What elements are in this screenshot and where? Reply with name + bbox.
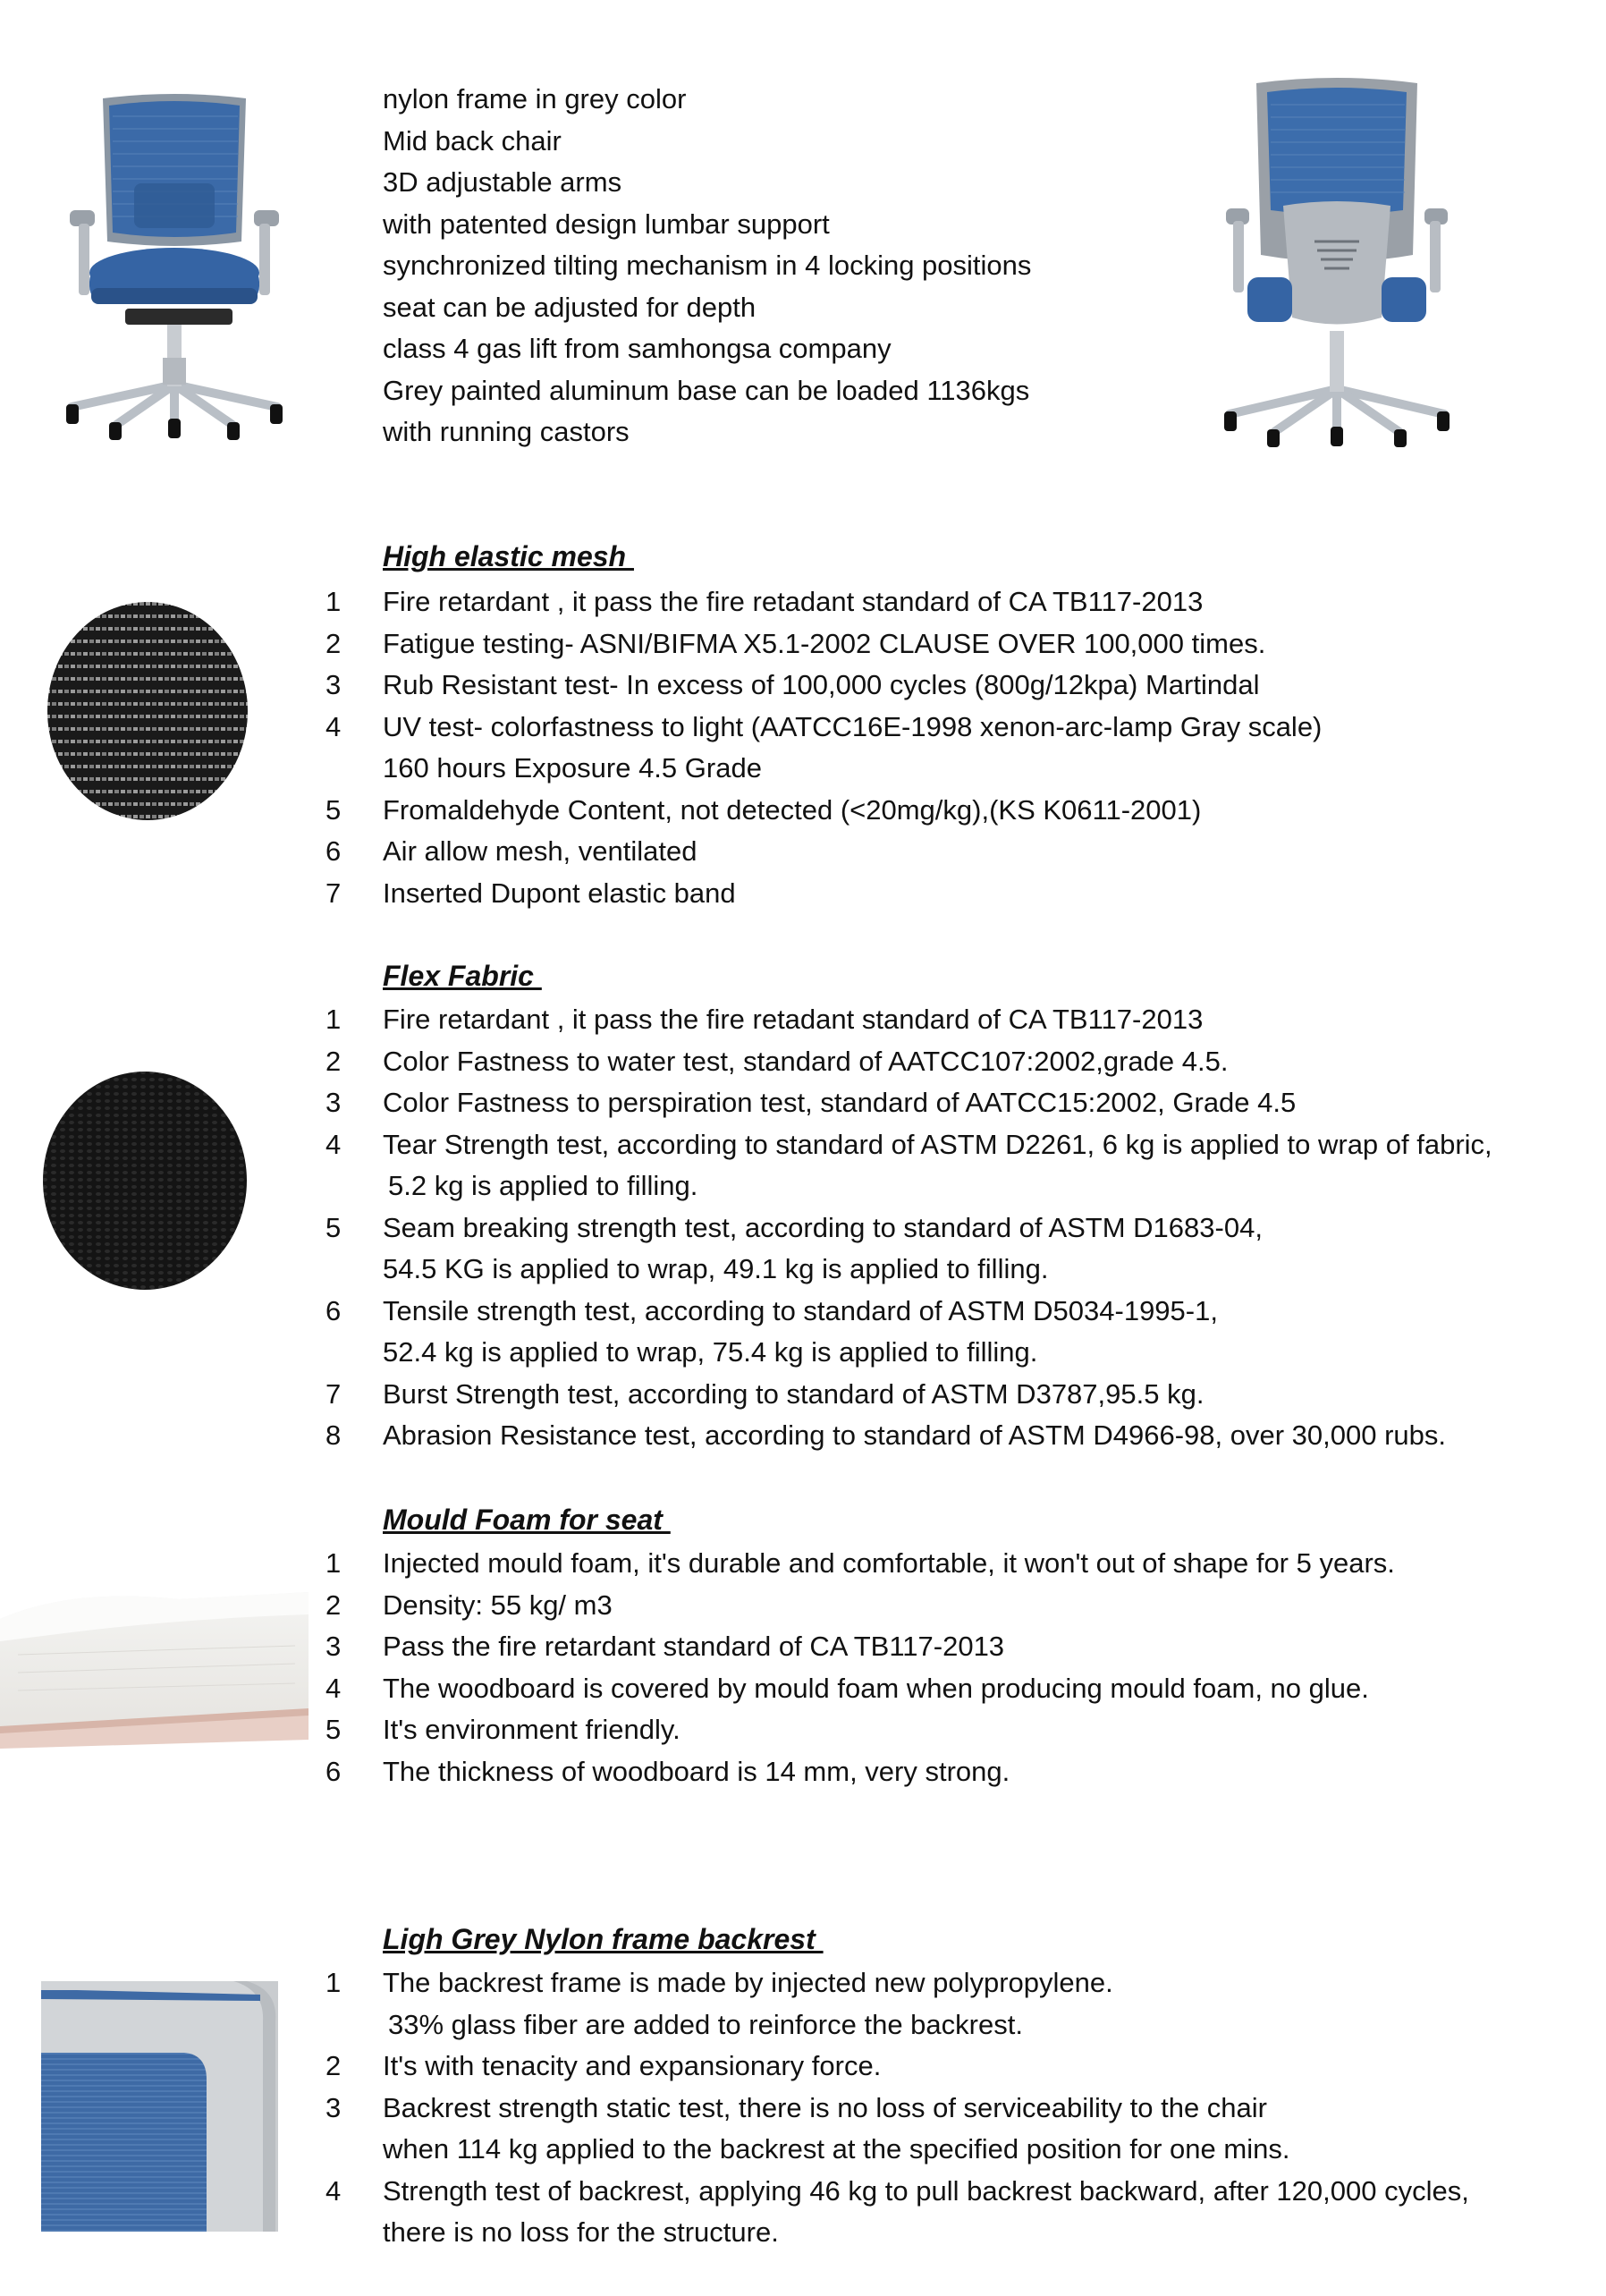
item-text: Color Fastness to perspiration test, standard of AATCC15:2002, Grade 4.5	[383, 1087, 1297, 1118]
intro-line: Mid back chair	[383, 124, 562, 157]
list-item	[0, 1668, 1606, 1710]
item-text: Fire retardant , it pass the fire retadant standard of CA TB117-2013	[383, 586, 1204, 617]
list-item-continuation	[0, 2129, 1606, 2171]
item-text: when 114 kg applied to the backrest at the specified position for one mins.	[383, 2133, 1290, 2165]
list-item	[0, 2046, 1606, 2088]
item-number: 6	[325, 1294, 342, 1326]
item-text: Pass the fire retardant standard of CA TB117-2013	[383, 1631, 1005, 1662]
item-text: Abrasion Resistance test, according to standard of ASTM D4966-98, over 30,000 rubs.	[383, 1419, 1446, 1451]
item-number: 3	[325, 669, 342, 700]
section-title-backrest: Ligh Grey Nylon frame backrest	[383, 1923, 824, 1955]
list-item-continuation	[0, 748, 1606, 790]
item-text: Inserted Dupont elastic band	[383, 877, 736, 909]
intro-line: class 4 gas lift from samhongsa company	[383, 333, 892, 364]
section-title-flex-fabric: Flex Fabric	[383, 960, 542, 992]
list-item	[0, 1041, 1606, 1083]
intro-line: with running castors	[383, 416, 630, 447]
item-text: 5.2 kg is applied to filling.	[388, 1170, 698, 1201]
list-item	[0, 1543, 1606, 1585]
item-text: The woodboard is covered by mould foam when producing mould foam, no glue.	[383, 1672, 1369, 1704]
list-item	[0, 1585, 1606, 1627]
item-text: The backrest frame is made by injected new polypropylene.	[383, 1967, 1113, 1998]
list-item	[0, 581, 1606, 623]
item-number: 4	[325, 1672, 342, 1704]
item-text: It's with tenacity and expansionary force.	[383, 2050, 882, 2081]
list-item-continuation	[0, 1332, 1606, 1374]
list-item	[0, 1291, 1606, 1333]
item-number: 2	[325, 627, 342, 659]
item-number: 4	[325, 1128, 342, 1160]
list-item	[0, 1962, 1606, 2004]
item-text: Air allow mesh, ventilated	[383, 835, 697, 867]
item-number: 2	[325, 1045, 342, 1077]
item-number: 3	[325, 2091, 342, 2123]
item-number: 1	[325, 1004, 342, 1035]
list-item	[0, 2171, 1606, 2213]
list-item	[0, 1374, 1606, 1416]
intro-line: with patented design lumbar support	[383, 208, 830, 240]
item-text: 160 hours Exposure 4.5 Grade	[383, 752, 762, 784]
list-item	[0, 790, 1606, 832]
item-text: Backrest strength static test, there is no loss of serviceability to the chair	[383, 2091, 1267, 2123]
item-text: It's environment friendly.	[383, 1714, 680, 1745]
list-item	[0, 623, 1606, 665]
mould-foam-spec-list	[0, 1543, 1606, 1792]
item-number: 5	[325, 1714, 342, 1745]
item-text: Burst Strength test, according to standard of ASTM D3787,95.5 kg.	[383, 1377, 1204, 1410]
item-number: 7	[325, 1377, 342, 1410]
item-text: Fromaldehyde Content, not detected (<20mg/kg),(KS K0611-2001)	[383, 793, 1202, 826]
intro-line: synchronized tilting mechanism in 4 locking positions	[383, 250, 1032, 281]
item-number: 1	[325, 586, 342, 617]
item-number: 4	[325, 2174, 342, 2207]
item-text: Injected mould foam, it's durable and comfortable, it won't out of shape for 5 years.	[383, 1547, 1395, 1579]
item-text: 33% glass fiber are added to reinforce the backrest.	[388, 2008, 1023, 2040]
list-item	[0, 1626, 1606, 1668]
list-item	[0, 873, 1606, 915]
item-number: 2	[325, 2050, 342, 2081]
intro-feature-list	[383, 79, 1031, 453]
item-text: Fatigue testing- ASNI/BIFMA X5.1-2002 CLAUSE OVER 100,000 times.	[383, 627, 1266, 659]
item-number: 5	[325, 793, 342, 826]
item-number: 8	[325, 1419, 342, 1451]
section-title-mesh: High elastic mesh	[383, 540, 634, 572]
item-number: 2	[325, 1589, 342, 1621]
item-text: Seam breaking strength test, according to standard of ASTM D1683-04,	[383, 1211, 1263, 1243]
list-item	[0, 999, 1606, 1041]
intro-line: 3D adjustable arms	[383, 166, 622, 198]
list-item	[0, 1709, 1606, 1751]
section-title-mould-foam: Mould Foam for seat	[383, 1504, 671, 1536]
item-text: 52.4 kg is applied to wrap, 75.4 kg is applied to filling.	[383, 1336, 1038, 1368]
item-number: 5	[325, 1211, 342, 1243]
mesh-spec-list	[0, 581, 1606, 914]
flex-fabric-spec-list	[0, 999, 1606, 1457]
item-text: Density: 55 kg/ m3	[383, 1589, 613, 1621]
item-number: 1	[325, 1967, 342, 1998]
item-text: Tensile strength test, according to standard of ASTM D5034-1995-1,	[383, 1294, 1218, 1326]
list-item	[0, 831, 1606, 873]
item-text: UV test- colorfastness to light (AATCC16E-1998 xenon-arc-lamp Gray scale)	[383, 710, 1323, 742]
list-item	[0, 707, 1606, 749]
item-text: Strength test of backrest, applying 46 kg to pull backrest backward, after 120,000 cycles,	[383, 2174, 1469, 2207]
list-item	[0, 2088, 1606, 2130]
item-text: Tear Strength test, according to standard of ASTM D2261, 6 kg is applied to wrap of fabric,	[383, 1128, 1492, 1160]
list-item	[0, 1415, 1606, 1457]
chair-back-image	[1221, 76, 1453, 452]
intro-line: Grey painted aluminum base can be loaded 1136kgs	[383, 374, 1030, 406]
list-item	[0, 1124, 1606, 1166]
item-text: Color Fastness to water test, standard of AATCC107:2002,grade 4.5.	[383, 1045, 1229, 1077]
list-item	[0, 1082, 1606, 1124]
item-number: 3	[325, 1631, 342, 1662]
list-item-continuation	[0, 2004, 1606, 2046]
item-text: Fire retardant , it pass the fire retadant standard of CA TB117-2013	[383, 1004, 1204, 1035]
list-item	[0, 665, 1606, 707]
item-number: 7	[325, 877, 342, 909]
item-number: 4	[325, 710, 342, 742]
chair-front-image	[63, 89, 286, 443]
intro-line: nylon frame in grey color	[383, 83, 687, 114]
intro-line: seat can be adjusted for depth	[383, 291, 757, 323]
item-text: Rub Resistant test- In excess of 100,000 cycles (800g/12kpa) Martindal	[383, 669, 1260, 700]
item-number: 6	[325, 835, 342, 867]
item-number: 3	[325, 1087, 342, 1118]
item-text: The thickness of woodboard is 14 mm, very strong.	[383, 1755, 1010, 1787]
list-item	[0, 1207, 1606, 1250]
list-item-continuation	[0, 1165, 1606, 1207]
list-item	[0, 1751, 1606, 1793]
item-number: 6	[325, 1755, 342, 1787]
list-item-continuation	[0, 2212, 1606, 2254]
item-number: 1	[325, 1547, 342, 1579]
list-item-continuation	[0, 1249, 1606, 1291]
item-text: there is no loss for the structure.	[383, 2216, 779, 2248]
item-text: 54.5 KG is applied to wrap, 49.1 kg is applied to filling.	[383, 1253, 1049, 1284]
backrest-spec-list	[0, 1962, 1606, 2254]
